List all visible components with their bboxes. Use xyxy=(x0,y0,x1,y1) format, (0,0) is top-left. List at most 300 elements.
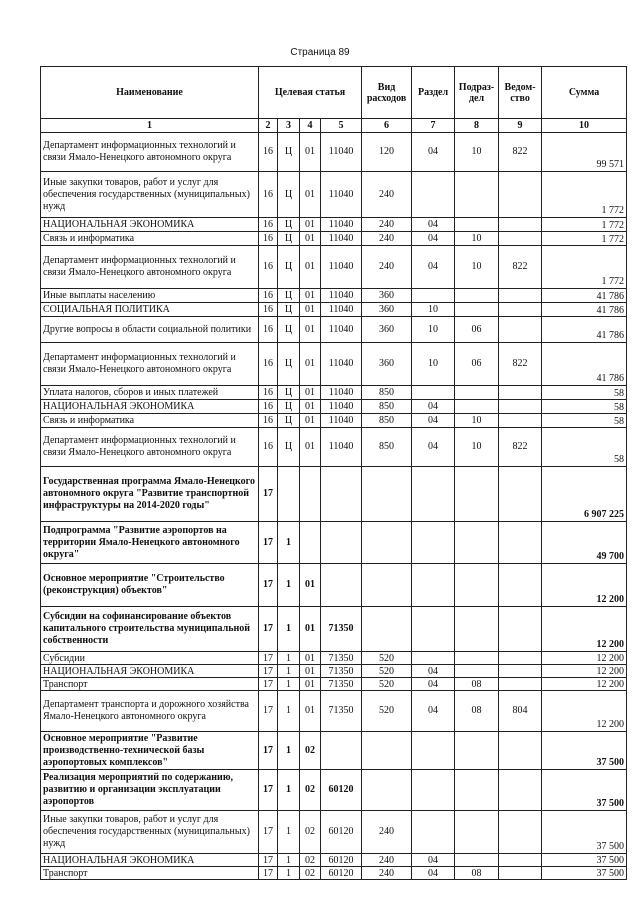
target-direction-code: 11040 xyxy=(321,303,362,317)
target-program-code: 16 xyxy=(259,400,278,414)
subsection-code xyxy=(455,652,499,665)
row-name: Связь и информатика xyxy=(41,414,259,428)
table-row xyxy=(41,678,627,691)
target-subprogram-code: Ц xyxy=(278,303,300,317)
target-activity-code: 01 xyxy=(300,133,321,172)
department-code xyxy=(499,289,542,303)
expense-type-code: 360 xyxy=(362,317,412,343)
target-program-code: 17 xyxy=(259,665,278,678)
target-direction-code: 60120 xyxy=(321,811,362,854)
target-direction-code: 60120 xyxy=(321,770,362,811)
target-direction-code: 11040 xyxy=(321,289,362,303)
table-body xyxy=(41,133,627,880)
expense-type-code: 360 xyxy=(362,303,412,317)
section-code xyxy=(412,467,455,522)
department-code: 822 xyxy=(499,246,542,289)
amount-value: 12 200 xyxy=(542,665,627,678)
header-row xyxy=(41,67,627,119)
row-name: Транспорт xyxy=(41,678,259,691)
department-code: 822 xyxy=(499,343,542,386)
target-direction-code xyxy=(321,522,362,564)
department-code xyxy=(499,652,542,665)
target-program-code: 17 xyxy=(259,678,278,691)
target-program-code: 17 xyxy=(259,607,278,652)
section-code: 04 xyxy=(412,133,455,172)
subsection-code xyxy=(455,289,499,303)
section-code xyxy=(412,770,455,811)
target-subprogram-code: 1 xyxy=(278,678,300,691)
section-code: 04 xyxy=(412,414,455,428)
target-direction-code: 71350 xyxy=(321,652,362,665)
expense-type-code: 240 xyxy=(362,854,412,867)
target-program-code: 17 xyxy=(259,467,278,522)
target-activity-code: 01 xyxy=(300,652,321,665)
amount-value: 6 907 225 xyxy=(542,467,627,522)
target-activity-code: 02 xyxy=(300,732,321,770)
section-code: 04 xyxy=(412,867,455,880)
column-number: 8 xyxy=(455,119,499,133)
target-activity-code: 01 xyxy=(300,232,321,246)
section-code xyxy=(412,522,455,564)
amount-value: 58 xyxy=(542,386,627,400)
target-direction-code: 11040 xyxy=(321,232,362,246)
target-subprogram-code: Ц xyxy=(278,218,300,232)
target-activity-code: 01 xyxy=(300,414,321,428)
header-target: Целевая статья xyxy=(259,67,362,119)
section-code: 04 xyxy=(412,246,455,289)
target-subprogram-code: 1 xyxy=(278,522,300,564)
target-subprogram-code: 1 xyxy=(278,665,300,678)
section-code xyxy=(412,732,455,770)
target-program-code: 16 xyxy=(259,218,278,232)
target-subprogram-code: Ц xyxy=(278,317,300,343)
expense-type-code: 520 xyxy=(362,665,412,678)
expense-type-code: 240 xyxy=(362,232,412,246)
target-subprogram-code: 1 xyxy=(278,652,300,665)
row-name: НАЦИОНАЛЬНАЯ ЭКОНОМИКА xyxy=(41,665,259,678)
target-program-code: 17 xyxy=(259,652,278,665)
section-code: 04 xyxy=(412,400,455,414)
department-code xyxy=(499,732,542,770)
target-direction-code: 11040 xyxy=(321,218,362,232)
column-number: 3 xyxy=(278,119,300,133)
section-code: 04 xyxy=(412,665,455,678)
section-code: 04 xyxy=(412,232,455,246)
target-subprogram-code: Ц xyxy=(278,400,300,414)
table-row xyxy=(41,218,627,232)
target-subprogram-code: 1 xyxy=(278,732,300,770)
target-activity-code: 01 xyxy=(300,289,321,303)
target-direction-code: 11040 xyxy=(321,400,362,414)
amount-value: 41 786 xyxy=(542,289,627,303)
subsection-code: 06 xyxy=(455,343,499,386)
target-subprogram-code: Ц xyxy=(278,133,300,172)
department-code: 822 xyxy=(499,133,542,172)
target-direction-code xyxy=(321,467,362,522)
row-name: Уплата налогов, сборов и иных платежей xyxy=(41,386,259,400)
row-name: Департамент информационных технологий и связи Ямало-Ненецкого автономного округа xyxy=(41,246,259,289)
department-code xyxy=(499,811,542,854)
subsection-code xyxy=(455,303,499,317)
table-row xyxy=(41,172,627,218)
expense-type-code: 120 xyxy=(362,133,412,172)
table-row xyxy=(41,770,627,811)
target-activity-code: 01 xyxy=(300,428,321,467)
subsection-code xyxy=(455,564,499,607)
department-code xyxy=(499,218,542,232)
subsection-code xyxy=(455,607,499,652)
target-direction-code xyxy=(321,732,362,770)
header-expense-type: Вид расходов xyxy=(362,67,412,119)
target-activity-code: 01 xyxy=(300,607,321,652)
target-subprogram-code: Ц xyxy=(278,428,300,467)
target-direction-code: 71350 xyxy=(321,678,362,691)
subsection-code: 10 xyxy=(455,133,499,172)
target-activity-code: 01 xyxy=(300,343,321,386)
subsection-code xyxy=(455,218,499,232)
subsection-code: 08 xyxy=(455,867,499,880)
table-row xyxy=(41,867,627,880)
target-subprogram-code: Ц xyxy=(278,414,300,428)
target-program-code: 17 xyxy=(259,564,278,607)
subsection-code xyxy=(455,732,499,770)
table-row xyxy=(41,232,627,246)
department-code xyxy=(499,414,542,428)
target-subprogram-code xyxy=(278,467,300,522)
subsection-code: 06 xyxy=(455,317,499,343)
row-name: Субсидии на софинансирование объектов капитального строительства муниципальной собственности xyxy=(41,607,259,652)
table-row xyxy=(41,246,627,289)
table-row xyxy=(41,133,627,172)
row-name: Подпрограмма "Развитие аэропортов на территории Ямало-Ненецкого автономного округа" xyxy=(41,522,259,564)
target-activity-code: 01 xyxy=(300,386,321,400)
amount-value: 37 500 xyxy=(542,770,627,811)
subsection-code xyxy=(455,467,499,522)
subsection-code xyxy=(455,665,499,678)
section-code xyxy=(412,386,455,400)
amount-value: 12 200 xyxy=(542,564,627,607)
target-program-code: 17 xyxy=(259,770,278,811)
section-code xyxy=(412,289,455,303)
table-row xyxy=(41,303,627,317)
target-activity-code: 02 xyxy=(300,770,321,811)
table-row xyxy=(41,289,627,303)
row-name: Иные закупки товаров, работ и услуг для обеспечения государственных (муниципальных) нужд xyxy=(41,811,259,854)
section-code: 10 xyxy=(412,303,455,317)
column-number: 1 xyxy=(41,119,259,133)
expense-type-code: 240 xyxy=(362,218,412,232)
section-code xyxy=(412,564,455,607)
subsection-code xyxy=(455,400,499,414)
target-subprogram-code: Ц xyxy=(278,386,300,400)
target-direction-code xyxy=(321,564,362,607)
target-activity-code: 01 xyxy=(300,172,321,218)
table-row xyxy=(41,732,627,770)
amount-value: 58 xyxy=(542,400,627,414)
department-code xyxy=(499,564,542,607)
section-code: 04 xyxy=(412,854,455,867)
expense-type-code: 240 xyxy=(362,867,412,880)
amount-value: 58 xyxy=(542,428,627,467)
target-direction-code: 11040 xyxy=(321,343,362,386)
department-code xyxy=(499,317,542,343)
amount-value: 1 772 xyxy=(542,172,627,218)
target-program-code: 16 xyxy=(259,386,278,400)
row-name: Департамент информационных технологий и связи Ямало-Ненецкого автономного округа xyxy=(41,343,259,386)
target-activity-code xyxy=(300,467,321,522)
target-program-code: 16 xyxy=(259,317,278,343)
target-subprogram-code: Ц xyxy=(278,246,300,289)
target-activity-code xyxy=(300,522,321,564)
section-code: 04 xyxy=(412,428,455,467)
target-activity-code: 01 xyxy=(300,218,321,232)
target-program-code: 16 xyxy=(259,172,278,218)
section-code: 04 xyxy=(412,691,455,732)
target-direction-code: 11040 xyxy=(321,386,362,400)
table-row xyxy=(41,522,627,564)
target-direction-code: 71350 xyxy=(321,607,362,652)
target-activity-code: 01 xyxy=(300,678,321,691)
amount-value: 49 700 xyxy=(542,522,627,564)
target-direction-code: 11040 xyxy=(321,172,362,218)
header-subsection: Подраз-дел xyxy=(455,67,499,119)
table-row xyxy=(41,665,627,678)
target-program-code: 16 xyxy=(259,303,278,317)
subsection-code xyxy=(455,854,499,867)
target-program-code: 17 xyxy=(259,811,278,854)
target-program-code: 16 xyxy=(259,289,278,303)
target-activity-code: 02 xyxy=(300,854,321,867)
target-direction-code: 11040 xyxy=(321,428,362,467)
department-code xyxy=(499,400,542,414)
row-name: Департамент информационных технологий и связи Ямало-Ненецкого автономного округа xyxy=(41,428,259,467)
amount-value: 1 772 xyxy=(542,246,627,289)
row-name: Департамент транспорта и дорожного хозяйства Ямало-Ненецкого автономного округа xyxy=(41,691,259,732)
amount-value: 12 200 xyxy=(542,678,627,691)
row-name: Субсидии xyxy=(41,652,259,665)
target-program-code: 17 xyxy=(259,522,278,564)
amount-value: 37 500 xyxy=(542,732,627,770)
target-direction-code: 60120 xyxy=(321,854,362,867)
subsection-code xyxy=(455,811,499,854)
section-code: 10 xyxy=(412,317,455,343)
row-name: Департамент информационных технологий и связи Ямало-Ненецкого автономного округа xyxy=(41,133,259,172)
table-row xyxy=(41,607,627,652)
column-number: 10 xyxy=(542,119,627,133)
expense-type-code xyxy=(362,732,412,770)
expense-type-code: 520 xyxy=(362,678,412,691)
target-subprogram-code: 1 xyxy=(278,811,300,854)
column-number: 6 xyxy=(362,119,412,133)
row-name: Государственная программа Ямало-Ненецкого автономного округа "Развитие транспортной инфраструктуры на 2014-2020 годы" xyxy=(41,467,259,522)
header-department: Ведом-ство xyxy=(499,67,542,119)
subsection-code xyxy=(455,386,499,400)
target-direction-code: 11040 xyxy=(321,414,362,428)
target-subprogram-code: 1 xyxy=(278,867,300,880)
table-row xyxy=(41,467,627,522)
amount-value: 99 571 xyxy=(542,133,627,172)
row-name: СОЦИАЛЬНАЯ ПОЛИТИКА xyxy=(41,303,259,317)
table-row xyxy=(41,428,627,467)
amount-value: 12 200 xyxy=(542,607,627,652)
column-number: 2 xyxy=(259,119,278,133)
department-code: 822 xyxy=(499,428,542,467)
amount-value: 41 786 xyxy=(542,343,627,386)
subsection-code: 08 xyxy=(455,678,499,691)
section-code xyxy=(412,811,455,854)
expense-type-code: 360 xyxy=(362,343,412,386)
target-subprogram-code: 1 xyxy=(278,607,300,652)
expense-type-code: 850 xyxy=(362,414,412,428)
table-row xyxy=(41,400,627,414)
table-row xyxy=(41,414,627,428)
amount-value: 41 786 xyxy=(542,317,627,343)
target-activity-code: 01 xyxy=(300,564,321,607)
column-number: 7 xyxy=(412,119,455,133)
subsection-code: 10 xyxy=(455,232,499,246)
row-name: Транспорт xyxy=(41,867,259,880)
target-subprogram-code: 1 xyxy=(278,691,300,732)
subsection-code xyxy=(455,172,499,218)
table-row xyxy=(41,691,627,732)
subsection-code: 10 xyxy=(455,246,499,289)
department-code xyxy=(499,854,542,867)
section-code: 04 xyxy=(412,678,455,691)
amount-value: 12 200 xyxy=(542,691,627,732)
amount-value: 41 786 xyxy=(542,303,627,317)
row-name: НАЦИОНАЛЬНАЯ ЭКОНОМИКА xyxy=(41,218,259,232)
amount-value: 37 500 xyxy=(542,854,627,867)
expense-type-code: 240 xyxy=(362,172,412,218)
subsection-code: 10 xyxy=(455,414,499,428)
expense-type-code xyxy=(362,770,412,811)
target-program-code: 17 xyxy=(259,732,278,770)
row-name: Основное мероприятие "Строительство (реконструкция) объектов" xyxy=(41,564,259,607)
section-code: 04 xyxy=(412,218,455,232)
expense-type-code: 850 xyxy=(362,386,412,400)
target-activity-code: 01 xyxy=(300,246,321,289)
department-code xyxy=(499,522,542,564)
department-code xyxy=(499,232,542,246)
department-code xyxy=(499,303,542,317)
target-subprogram-code: 1 xyxy=(278,564,300,607)
section-code xyxy=(412,652,455,665)
expense-type-code: 850 xyxy=(362,428,412,467)
amount-value: 1 772 xyxy=(542,232,627,246)
department-code xyxy=(499,867,542,880)
department-code: 804 xyxy=(499,691,542,732)
row-name: Другие вопросы в области социальной политики xyxy=(41,317,259,343)
section-code xyxy=(412,172,455,218)
target-activity-code: 01 xyxy=(300,665,321,678)
header-amount: Сумма xyxy=(542,67,627,119)
target-direction-code: 11040 xyxy=(321,246,362,289)
target-activity-code: 01 xyxy=(300,317,321,343)
row-name: НАЦИОНАЛЬНАЯ ЭКОНОМИКА xyxy=(41,854,259,867)
department-code xyxy=(499,386,542,400)
target-subprogram-code: Ц xyxy=(278,343,300,386)
department-code xyxy=(499,607,542,652)
table-row xyxy=(41,854,627,867)
target-subprogram-code: Ц xyxy=(278,289,300,303)
expense-type-code xyxy=(362,564,412,607)
row-name: Иные выплаты населению xyxy=(41,289,259,303)
expense-type-code xyxy=(362,467,412,522)
expense-type-code: 240 xyxy=(362,811,412,854)
header-name: Наименование xyxy=(41,67,259,119)
department-code xyxy=(499,665,542,678)
target-activity-code: 01 xyxy=(300,303,321,317)
row-name: Основное мероприятие "Развитие производственно-технической базы аэропортовых комплексов" xyxy=(41,732,259,770)
amount-value: 58 xyxy=(542,414,627,428)
expense-type-code xyxy=(362,522,412,564)
section-code xyxy=(412,607,455,652)
expense-type-code: 520 xyxy=(362,691,412,732)
row-name: Связь и информатика xyxy=(41,232,259,246)
amount-value: 1 772 xyxy=(542,218,627,232)
target-program-code: 17 xyxy=(259,691,278,732)
department-code xyxy=(499,172,542,218)
page-label: Страница 89 xyxy=(290,47,350,58)
column-number: 4 xyxy=(300,119,321,133)
subsection-code: 08 xyxy=(455,691,499,732)
header-section: Раздел xyxy=(412,67,455,119)
target-activity-code: 01 xyxy=(300,691,321,732)
target-program-code: 16 xyxy=(259,133,278,172)
target-program-code: 17 xyxy=(259,867,278,880)
row-name: Иные закупки товаров, работ и услуг для обеспечения государственных (муниципальных) нужд xyxy=(41,172,259,218)
row-name: НАЦИОНАЛЬНАЯ ЭКОНОМИКА xyxy=(41,400,259,414)
expense-type-code: 520 xyxy=(362,652,412,665)
target-direction-code: 71350 xyxy=(321,665,362,678)
section-code: 10 xyxy=(412,343,455,386)
department-code xyxy=(499,467,542,522)
target-activity-code: 02 xyxy=(300,811,321,854)
column-number: 5 xyxy=(321,119,362,133)
target-subprogram-code: 1 xyxy=(278,854,300,867)
target-program-code: 16 xyxy=(259,414,278,428)
target-subprogram-code: Ц xyxy=(278,232,300,246)
target-activity-code: 02 xyxy=(300,867,321,880)
target-activity-code: 01 xyxy=(300,400,321,414)
amount-value: 12 200 xyxy=(542,652,627,665)
table-row xyxy=(41,317,627,343)
table-row xyxy=(41,343,627,386)
table-row xyxy=(41,652,627,665)
table-row xyxy=(41,811,627,854)
column-number: 9 xyxy=(499,119,542,133)
target-program-code: 16 xyxy=(259,246,278,289)
amount-value: 37 500 xyxy=(542,811,627,854)
subsection-code xyxy=(455,522,499,564)
target-direction-code: 11040 xyxy=(321,317,362,343)
expense-type-code: 360 xyxy=(362,289,412,303)
amount-value: 37 500 xyxy=(542,867,627,880)
department-code xyxy=(499,770,542,811)
expense-type-code: 850 xyxy=(362,400,412,414)
expense-type-code xyxy=(362,607,412,652)
target-direction-code: 71350 xyxy=(321,691,362,732)
subsection-code xyxy=(455,770,499,811)
budget-table xyxy=(40,66,627,880)
expense-type-code: 240 xyxy=(362,246,412,289)
target-program-code: 17 xyxy=(259,854,278,867)
target-program-code: 16 xyxy=(259,232,278,246)
target-direction-code: 60120 xyxy=(321,867,362,880)
target-subprogram-code: 1 xyxy=(278,770,300,811)
target-program-code: 16 xyxy=(259,343,278,386)
target-direction-code: 11040 xyxy=(321,133,362,172)
